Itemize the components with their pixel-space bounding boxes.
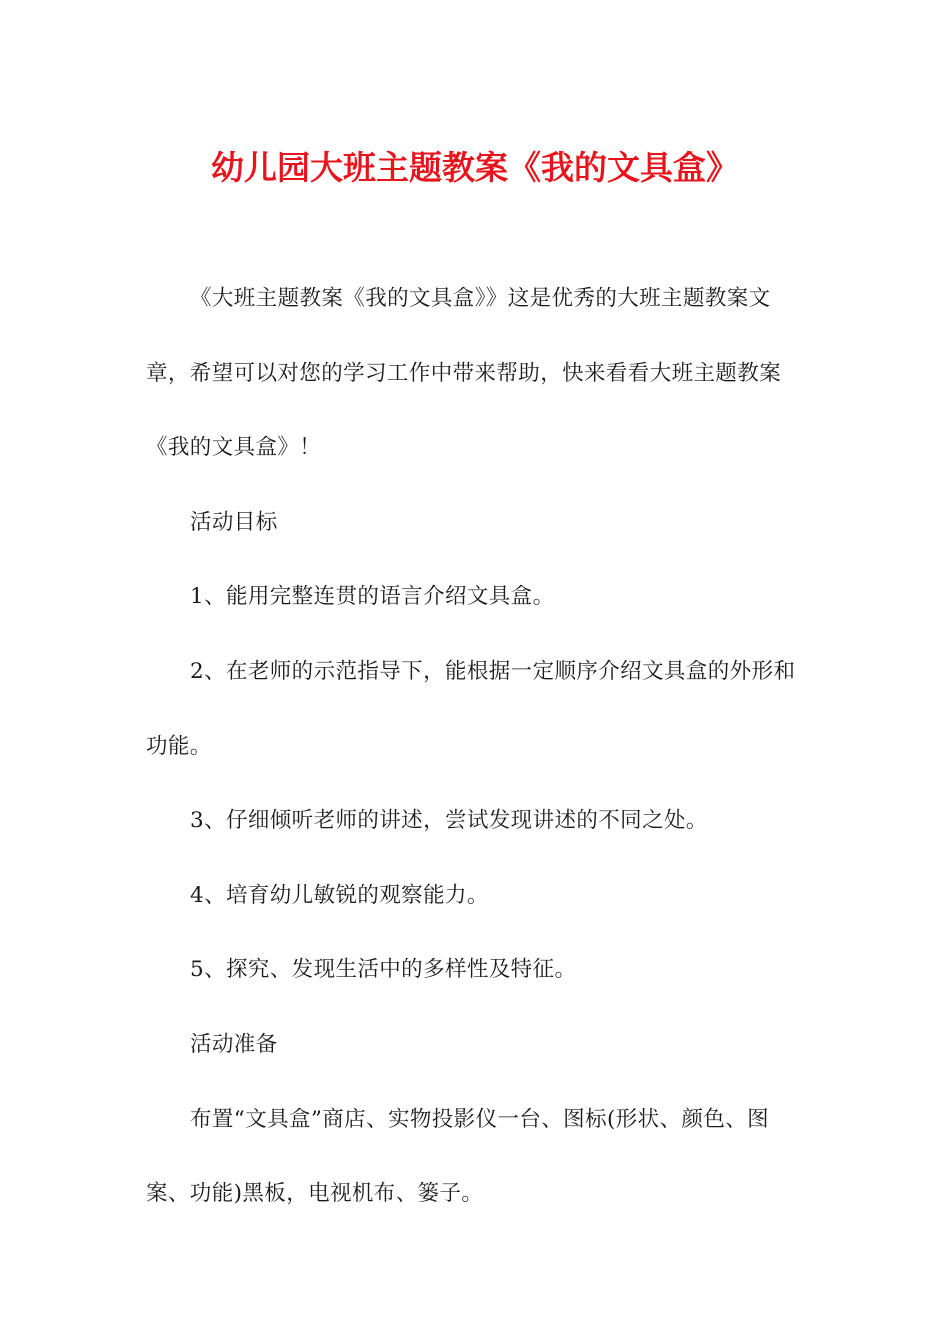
section-heading-activity-prep: 活动准备	[190, 1031, 278, 1057]
document-title: 幼儿园大班主题教案《我的文具盒》	[211, 148, 739, 187]
goal-item-1: 1、能用完整连贯的语言介绍文具盒。	[190, 584, 555, 610]
goal-item-4: 4、培育幼儿敏锐的观察能力。	[190, 882, 489, 908]
goal-item-3: 3、仔细倾听老师的讲述，尝试发现讲述的不同之处。	[190, 808, 708, 834]
section-heading-activity-goals: 活动目标	[190, 509, 278, 535]
goal-item-5: 5、探究、发现生活中的多样性及特征。	[190, 957, 577, 983]
document-body	[146, 262, 806, 1232]
intro-paragraph: 《大班主题教案《我的文具盒》》这是优秀的大班主题教案文章，希望可以对您的学习工作中带来帮助，快来看看大班主题教案《我的文具盒》！	[146, 286, 782, 461]
prep-paragraph: 布置“文具盒”商店、实物投影仪一台、图标(形状、颜色、图案、功能)黑板，电视机布、篓子。	[146, 1106, 770, 1207]
goal-item-2: 2、在老师的示范指导下，能根据一定顺序介绍文具盒的外形和功能。	[146, 658, 796, 759]
